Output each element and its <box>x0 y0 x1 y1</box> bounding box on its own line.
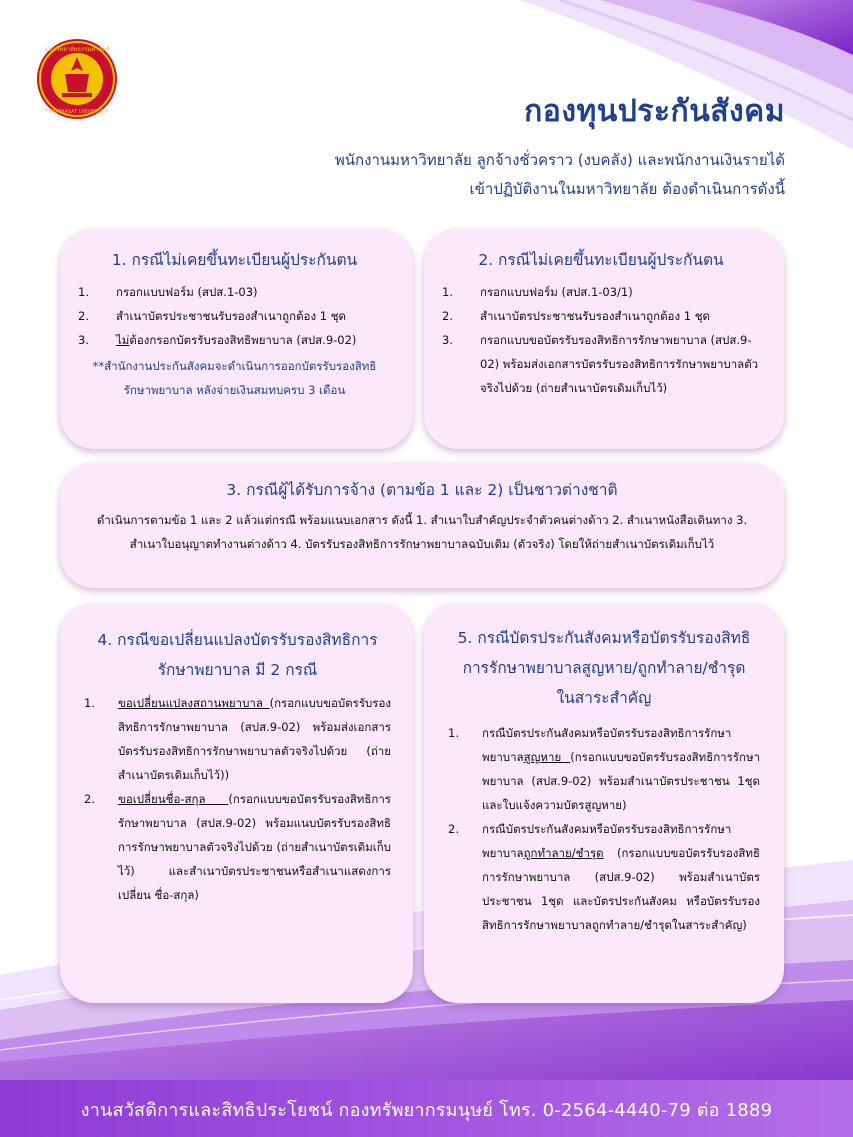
card-2-title: 2. กรณีไม่เคยขึ้นทะเบียนผู้ประกันตน <box>478 251 724 269</box>
card-case-4 <box>60 603 413 1003</box>
card-4-title: 4. กรณีขอเปลี่ยนแปลงบัตรรับรองสิทธิการรักษาพยาบาล มี 2 กรณี <box>97 631 378 679</box>
page-subtitle <box>335 146 785 204</box>
card-case-2 <box>424 229 784 449</box>
page-title: กองทุนประกันสังคม <box>524 94 785 129</box>
list-item: 2. ขอเปลี่ยนชื่อ-สกุล (กรอกแบบขอบัตรรับรองสิทธิการรักษาพยาบาล (สปส.9-02) พร้อมแนบบัตรรับรองสิทธิการรักษาพยาบาลตัวจริงไปด้วย (ถ่ายสำเนาบัตรเดิมเก็บไว้) และสำเนาบัตรประชาชนหรือสำเนาแสดงการเปลี่ยน ชื่อ-สกุล) <box>84 792 391 902</box>
list-item: 1. กรณีบัตรประกันสังคมหรือบัตรรับรองสิทธิการรักษาพยาบาลสูญหาย (กรอกแบบขอบัตรรับรองสิทธิการรักษาพยาบาล (สปส.9-02) พร้อมสำเนาบัตรประชาชน 1ชุด และใบแจ้งความบัตรสูญหาย) <box>448 726 760 812</box>
subtitle-line-1: พนักงานมหาวิทยาลัย ลูกจ้างชั่วคราว (งบคลัง) และพนักงานเงินรายได้ <box>334 151 785 169</box>
list-item: 1. ขอเปลี่ยนแปลงสถานพยาบาล (กรอกแบบขอบัตรรับรองสิทธิการรักษาพยาบาล (สปส.9-02) พร้อมส่งเอกสารบัตรรับรองสิทธิการรักษาพยาบาลตัวจริงไปด้วย (ถ่ายสำเนาบัตรเดิมเก็บไว้)) <box>84 696 391 782</box>
svg-text:THAMMASAT UNIVERSITY: THAMMASAT UNIVERSITY <box>45 109 109 115</box>
list-item: 3. ไม่ต้องกรอกบัตรรับรองสิทธิพยาบาล (สปส.9-02) <box>78 333 357 347</box>
university-seal-logo <box>36 38 118 120</box>
card-case-5 <box>424 603 784 1003</box>
list-item: 2. สำเนาบัตรประชาชนรับรองสำเนาถูกต้อง 1 ชุด <box>78 309 346 323</box>
card-1-note: **สำนักงานประกันสังคมจะดำเนินการออกบัตรรับรองสิทธิรักษาพยาบาล หลังจ่ายเงินสมทบครบ 3 เดือน <box>92 359 377 397</box>
list-item: 1. กรอกแบบฟอร์ม (สปส.1-03/1) <box>442 285 633 299</box>
card-1-title: 1. กรณีไม่เคยขึ้นทะเบียนผู้ประกันตน <box>111 251 358 269</box>
card-5-title: 5. กรณีบัตรประกันสังคมหรือบัตรรับรองสิทธิการรักษาพยาบาลสูญหาย/ถูกทำลาย/ชำรุดในสาระสำคัญ <box>457 629 751 707</box>
card-case-3 <box>60 463 784 588</box>
card-3-body: ดำเนินการตามข้อ 1 และ 2 แล้วแต่กรณี พร้อมแนบเอกสาร ดังนี้ 1. สำเนาใบสำคัญประจำตัวคนต่างด้าว 2. สำเนาหนังสือเดินทาง 3. สำเนาใบอนุญาตทำงานต่างด้าว 4. บัตรรับรองสิทธิการรักษาพยาบาลฉบับเดิม (ตัวจริง) โดยให้ถ่ายสำเนาบัตรเดิมเก็บไว้ <box>96 513 748 551</box>
list-item: 2. กรณีบัตรประกันสังคมหรือบัตรรับรองสิทธิการรักษาพยาบาลถูกทำลาย/ชำรุด (กรอกแบบขอบัตรรับรองสิทธิการรักษาพยาบาล (สปส.9-02) พร้อมสำเนาบัตรประชาชน 1ชุด และบัตรประกันสังคม หรือบัตรรับรองสิทธิการรักษาพยาบาลถูกทำลาย/ชำรุดในสาระสำคัญ) <box>448 822 760 932</box>
svg-text:มหาวิทยาลัยธรรมศาสตร์: มหาวิทยาลัยธรรมศาสตร์ <box>44 46 110 53</box>
list-item: 3. กรอกแบบขอบัตรรับรองสิทธิการรักษาพยาบาล (สปส.9-02) พร้อมส่งเอกสารบัตรรับรองสิทธิการรักษาพยาบาลตัวจริงไปด้วย (ถ่ายสำเนาบัตรเดิมเก็บไว้) <box>442 333 759 395</box>
card-case-1 <box>60 229 413 449</box>
list-item: 1. กรอกแบบฟอร์ม (สปส.1-03) <box>78 285 258 299</box>
footer-contact: งานสวัสดิการและสิทธิประโยชน์ กองทรัพยากรมนุษย์ โทร. 0-2564-4440-79 ต่อ 1889 <box>80 1100 773 1121</box>
subtitle-line-2: เข้าปฏิบัติงานในมหาวิทยาลัย ต้องดำเนินการดังนี้ <box>469 180 785 198</box>
card-3-title: 3. กรณีผู้ได้รับการจ้าง (ตามข้อ 1 และ 2) เป็นชาวต่างชาติ <box>226 481 618 499</box>
list-item: 2. สำเนาบัตรประชาชนรับรองสำเนาถูกต้อง 1 ชุด <box>442 309 710 323</box>
